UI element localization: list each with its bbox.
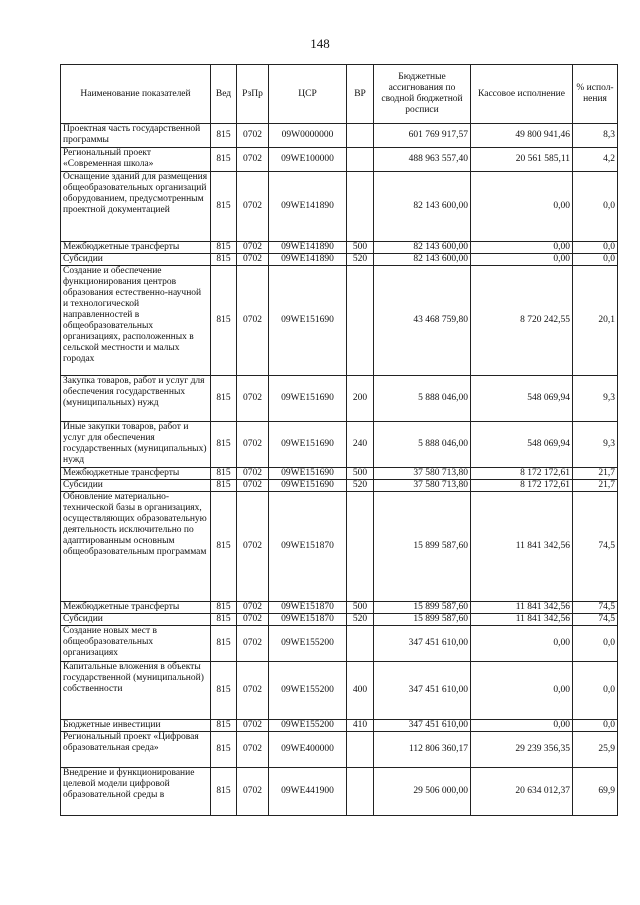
cell-cash: 0,00 [471,242,573,254]
cell-csr: 09WE151690 [269,422,347,468]
cell-rzpr: 0702 [237,626,269,662]
cell-budget: 82 143 600,00 [374,254,471,266]
cell-csr: 09WE151870 [269,492,347,602]
column-header-rzpr: РзПр [237,65,269,124]
cell-percent: 4,2 [573,148,618,172]
page-number: 148 [310,36,330,51]
table-row [61,266,618,376]
table-row [61,480,618,492]
cell-cash: 8 172 172,61 [471,468,573,480]
cell-rzpr: 0702 [237,266,269,376]
cell-name: Региональный проект «Цифровая образовательная среда» [61,732,211,768]
table-row [61,626,618,662]
cell-rzpr: 0702 [237,148,269,172]
table-row [61,172,618,242]
cell-csr: 09WE441900 [269,768,347,816]
cell-cash: 0,00 [471,662,573,720]
table-row [61,614,618,626]
cell-name: Капитальные вложения в объекты государственной (муниципальной) собственности [61,662,211,720]
column-header-name: Наименование показателей [61,65,211,124]
cell-cash: 49 800 941,46 [471,124,573,148]
cell-ved: 815 [211,254,237,266]
cell-cash: 0,00 [471,254,573,266]
cell-rzpr: 0702 [237,614,269,626]
cell-percent: 74,5 [573,614,618,626]
cell-vr: 500 [347,602,374,614]
column-header-cash: Кассовое исполнение [471,65,573,124]
cell-budget: 43 468 759,80 [374,266,471,376]
cell-name: Межбюджетные трансферты [61,242,211,254]
cell-percent: 9,3 [573,422,618,468]
cell-name: Бюджетные инвестиции [61,720,211,732]
cell-rzpr: 0702 [237,172,269,242]
cell-cash: 20 634 012,37 [471,768,573,816]
budget-table [60,64,618,816]
cell-budget: 15 899 587,60 [374,492,471,602]
cell-cash: 11 841 342,56 [471,602,573,614]
table-row [61,602,618,614]
cell-name: Закупка товаров, работ и услуг для обеспечения государственных (муниципальных) нужд [61,376,211,422]
cell-vr [347,768,374,816]
cell-budget: 5 888 046,00 [374,422,471,468]
cell-name: Обновление материально-технической базы в организациях, осуществляющих образовательную деятельность исключительно по адаптированным основным общеобразовательным программам [61,492,211,602]
table-row [61,720,618,732]
cell-rzpr: 0702 [237,732,269,768]
cell-csr: 09WE151690 [269,376,347,422]
cell-csr: 09W0000000 [269,124,347,148]
table-row [61,376,618,422]
cell-budget: 82 143 600,00 [374,172,471,242]
column-header-percent: % испол-нения [573,65,618,124]
cell-vr: 400 [347,662,374,720]
cell-vr [347,492,374,602]
cell-percent: 20,1 [573,266,618,376]
cell-cash: 0,00 [471,626,573,662]
cell-ved: 815 [211,768,237,816]
cell-percent: 9,3 [573,376,618,422]
cell-budget: 347 451 610,00 [374,662,471,720]
cell-rzpr: 0702 [237,242,269,254]
table-row [61,242,618,254]
cell-csr: 09WE155200 [269,626,347,662]
cell-percent: 25,9 [573,732,618,768]
cell-ved: 815 [211,468,237,480]
cell-percent: 21,7 [573,468,618,480]
cell-ved: 815 [211,242,237,254]
cell-percent: 74,5 [573,602,618,614]
cell-name: Создание и обеспечение функционирования центров образования естественно-научной и технологической направленностей в общеобразовательных организациях, расположенных в сельской местности и малых городах [61,266,211,376]
cell-rzpr: 0702 [237,662,269,720]
cell-percent: 0,0 [573,626,618,662]
cell-ved: 815 [211,602,237,614]
cell-ved: 815 [211,720,237,732]
cell-budget: 37 580 713,80 [374,480,471,492]
cell-vr [347,172,374,242]
cell-csr: 09WE141890 [269,242,347,254]
cell-vr: 240 [347,422,374,468]
cell-budget: 29 506 000,00 [374,768,471,816]
cell-budget: 112 806 360,17 [374,732,471,768]
table-header-row [61,65,618,124]
cell-rzpr: 0702 [237,468,269,480]
cell-csr: 09WE100000 [269,148,347,172]
cell-csr: 09WE151870 [269,614,347,626]
cell-vr: 200 [347,376,374,422]
cell-cash: 8 172 172,61 [471,480,573,492]
column-header-ved: Вед [211,65,237,124]
cell-name: Создание новых мест в общеобразовательных организациях [61,626,211,662]
cell-budget: 15 899 587,60 [374,602,471,614]
cell-percent: 74,5 [573,492,618,602]
cell-csr: 09WE151870 [269,602,347,614]
cell-ved: 815 [211,614,237,626]
table-row [61,768,618,816]
cell-ved: 815 [211,124,237,148]
cell-cash: 548 069,94 [471,376,573,422]
cell-cash: 29 239 356,35 [471,732,573,768]
cell-budget: 347 451 610,00 [374,626,471,662]
cell-budget: 82 143 600,00 [374,242,471,254]
cell-csr: 09WE155200 [269,720,347,732]
cell-vr: 500 [347,468,374,480]
cell-name: Иные закупки товаров, работ и услуг для обеспечения государственных (муниципальных) нужд [61,422,211,468]
cell-cash: 11 841 342,56 [471,492,573,602]
cell-cash: 0,00 [471,720,573,732]
cell-name: Субсидии [61,254,211,266]
cell-rzpr: 0702 [237,480,269,492]
cell-percent: 0,0 [573,254,618,266]
cell-rzpr: 0702 [237,124,269,148]
cell-vr: 410 [347,720,374,732]
cell-cash: 0,00 [471,172,573,242]
cell-budget: 5 888 046,00 [374,376,471,422]
cell-budget: 488 963 557,40 [374,148,471,172]
cell-csr: 09WE141890 [269,254,347,266]
cell-ved: 815 [211,172,237,242]
column-header-csr: ЦСР [269,65,347,124]
cell-budget: 347 451 610,00 [374,720,471,732]
cell-vr [347,124,374,148]
cell-rzpr: 0702 [237,602,269,614]
cell-vr: 520 [347,480,374,492]
cell-vr: 520 [347,254,374,266]
cell-rzpr: 0702 [237,376,269,422]
cell-vr: 520 [347,614,374,626]
cell-name: Субсидии [61,480,211,492]
cell-cash: 8 720 242,55 [471,266,573,376]
cell-rzpr: 0702 [237,254,269,266]
cell-vr [347,732,374,768]
cell-csr: 09WE151690 [269,266,347,376]
table-row [61,148,618,172]
cell-ved: 815 [211,480,237,492]
cell-name: Региональный проект «Современная школа» [61,148,211,172]
cell-percent: 69,9 [573,768,618,816]
cell-ved: 815 [211,492,237,602]
cell-vr: 500 [347,242,374,254]
cell-csr: 09WE151690 [269,480,347,492]
cell-rzpr: 0702 [237,422,269,468]
cell-ved: 815 [211,376,237,422]
table-body [61,124,618,816]
cell-rzpr: 0702 [237,492,269,602]
cell-csr: 09WE400000 [269,732,347,768]
cell-budget: 601 769 917,57 [374,124,471,148]
cell-cash: 548 069,94 [471,422,573,468]
cell-csr: 09WE141890 [269,172,347,242]
table-row [61,124,618,148]
cell-percent: 0,0 [573,720,618,732]
cell-name: Проектная часть государственной программы [61,124,211,148]
cell-name: Внедрение и функционирование целевой модели цифровой образовательной среды в [61,768,211,816]
cell-name: Оснащение зданий для размещения общеобразовательных организаций оборудованием, предусмотренным проектной документацией [61,172,211,242]
cell-rzpr: 0702 [237,720,269,732]
cell-percent: 0,0 [573,662,618,720]
cell-budget: 37 580 713,80 [374,468,471,480]
cell-vr [347,148,374,172]
table-row [61,732,618,768]
column-header-budget: Бюджетные ассигнования по сводной бюджетной росписи [374,65,471,124]
cell-percent: 8,3 [573,124,618,148]
cell-name: Субсидии [61,614,211,626]
cell-ved: 815 [211,148,237,172]
cell-name: Межбюджетные трансферты [61,468,211,480]
table-row [61,468,618,480]
cell-ved: 815 [211,662,237,720]
cell-percent: 21,7 [573,480,618,492]
cell-ved: 815 [211,422,237,468]
table-row [61,662,618,720]
cell-ved: 815 [211,626,237,662]
cell-cash: 11 841 342,56 [471,614,573,626]
table-row [61,422,618,468]
cell-percent: 0,0 [573,242,618,254]
cell-vr [347,266,374,376]
table-row [61,254,618,266]
cell-rzpr: 0702 [237,768,269,816]
cell-csr: 09WE155200 [269,662,347,720]
table-row [61,492,618,602]
cell-ved: 815 [211,266,237,376]
cell-percent: 0,0 [573,172,618,242]
cell-vr [347,626,374,662]
cell-csr: 09WE151690 [269,468,347,480]
cell-budget: 15 899 587,60 [374,614,471,626]
cell-ved: 815 [211,732,237,768]
column-header-vr: ВР [347,65,374,124]
cell-cash: 20 561 585,11 [471,148,573,172]
cell-name: Межбюджетные трансферты [61,602,211,614]
